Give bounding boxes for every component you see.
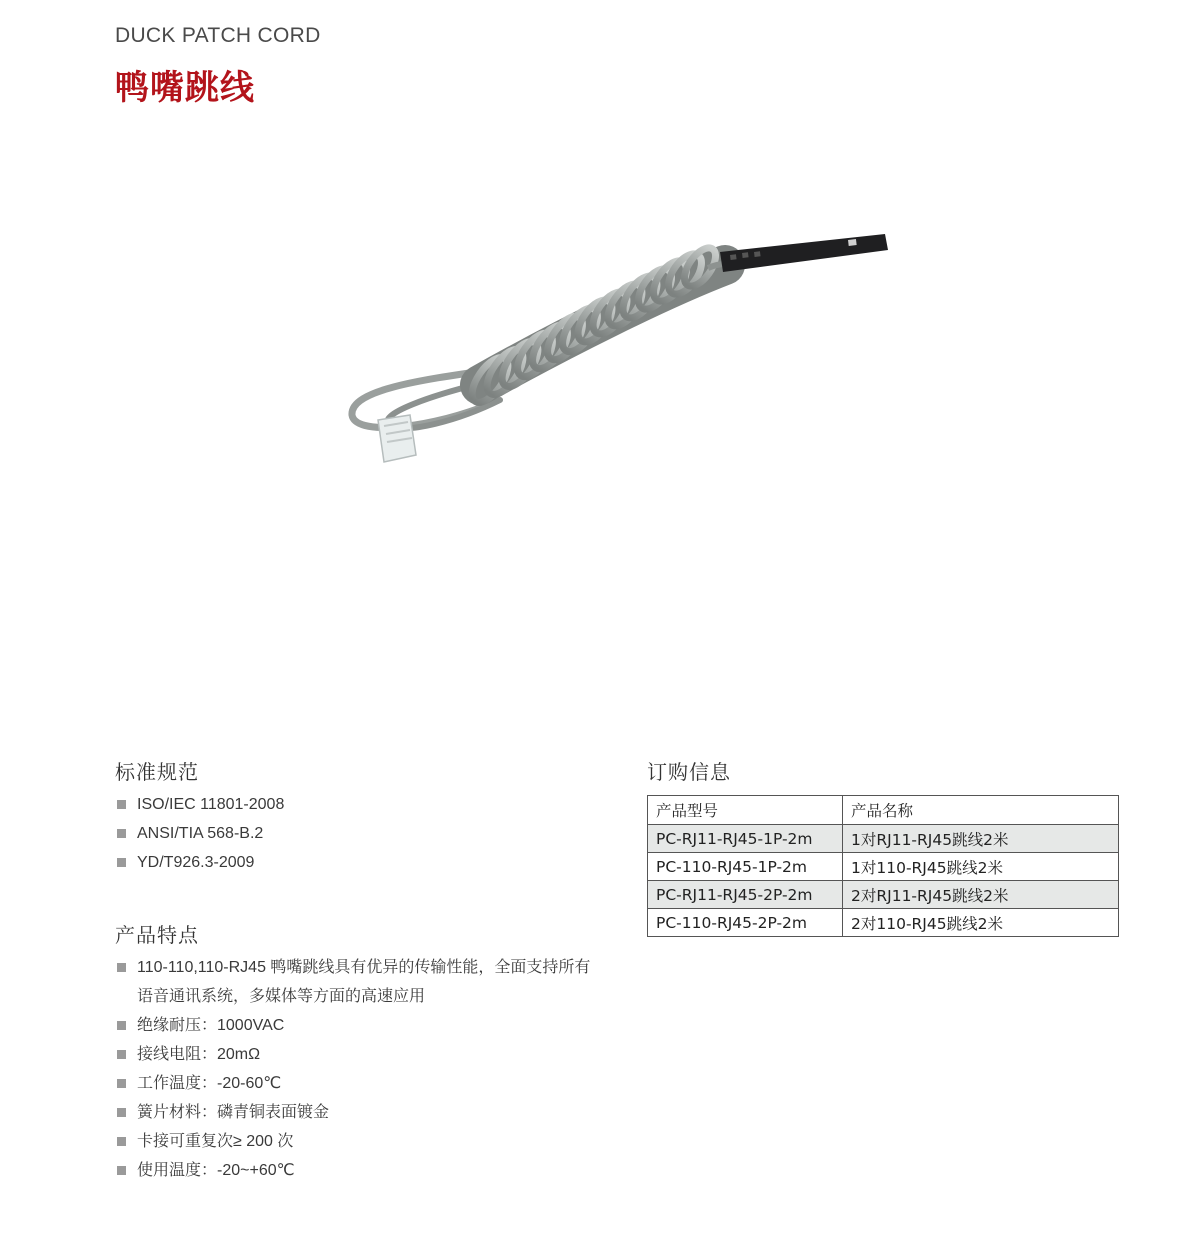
table-row (648, 853, 1119, 881)
bullet-square-icon (117, 1021, 126, 1030)
duck-connector (720, 234, 888, 272)
column-header-model: 产品型号 (648, 796, 843, 825)
bullet-square-icon (117, 1108, 126, 1117)
list-item: ANSI/TIA 568-B.2 (115, 819, 284, 848)
table-row (648, 881, 1119, 909)
list-item: YD/T926.3-2009 (115, 848, 284, 877)
table-row (648, 825, 1119, 853)
bullet-square-icon (117, 1166, 126, 1175)
bullet-square-icon (117, 858, 126, 867)
name-cell: 2对RJ11-RJ45跳线2米 (843, 881, 1119, 909)
cable-coil (465, 243, 725, 409)
product-title-english: DUCK PATCH CORD (115, 24, 321, 47)
rj-connector (378, 415, 416, 462)
features-heading: 产品特点 (115, 925, 199, 947)
ordering-heading: 订购信息 (647, 762, 731, 784)
list-item: 簧片材料：磷青铜表面镀金 (115, 1098, 595, 1127)
standards-heading: 标准规范 (115, 762, 199, 784)
column-header-name: 产品名称 (843, 796, 1119, 825)
list-item: 使用温度：-20~+60℃ (115, 1156, 595, 1185)
model-cell: PC-110-RJ45-1P-2m (648, 853, 843, 881)
table-header-row (648, 796, 1119, 825)
standards-list (115, 790, 284, 877)
list-item: 接线电阻：20mΩ (115, 1040, 595, 1069)
model-cell: PC-RJ11-RJ45-1P-2m (648, 825, 843, 853)
patch-cord-photo (330, 220, 910, 500)
list-item: 工作温度：-20-60℃ (115, 1069, 595, 1098)
bullet-square-icon (117, 963, 126, 972)
bullet-square-icon (117, 1137, 126, 1146)
bullet-square-icon (117, 800, 126, 809)
name-cell: 1对RJ11-RJ45跳线2米 (843, 825, 1119, 853)
list-item: ISO/IEC 11801-2008 (115, 790, 284, 819)
ordering-table (647, 795, 1119, 937)
product-title-chinese: 鸭嘴跳线 (115, 69, 255, 107)
bullet-square-icon (117, 1079, 126, 1088)
name-cell: 1对110-RJ45跳线2米 (843, 853, 1119, 881)
features-list (115, 953, 595, 1185)
name-cell: 2对110-RJ45跳线2米 (843, 909, 1119, 937)
bullet-square-icon (117, 1050, 126, 1059)
list-item: 绝缘耐压：1000VAC (115, 1011, 595, 1040)
model-cell: PC-RJ11-RJ45-2P-2m (648, 881, 843, 909)
list-item: 110-110,110-RJ45 鸭嘴跳线具有优异的传输性能，全面支持所有语音通讯系统，多媒体等方面的高速应用 (115, 953, 595, 1011)
table-row (648, 909, 1119, 937)
bullet-square-icon (117, 829, 126, 838)
list-item: 卡接可重复次≥ 200 次 (115, 1127, 595, 1156)
model-cell: PC-110-RJ45-2P-2m (648, 909, 843, 937)
